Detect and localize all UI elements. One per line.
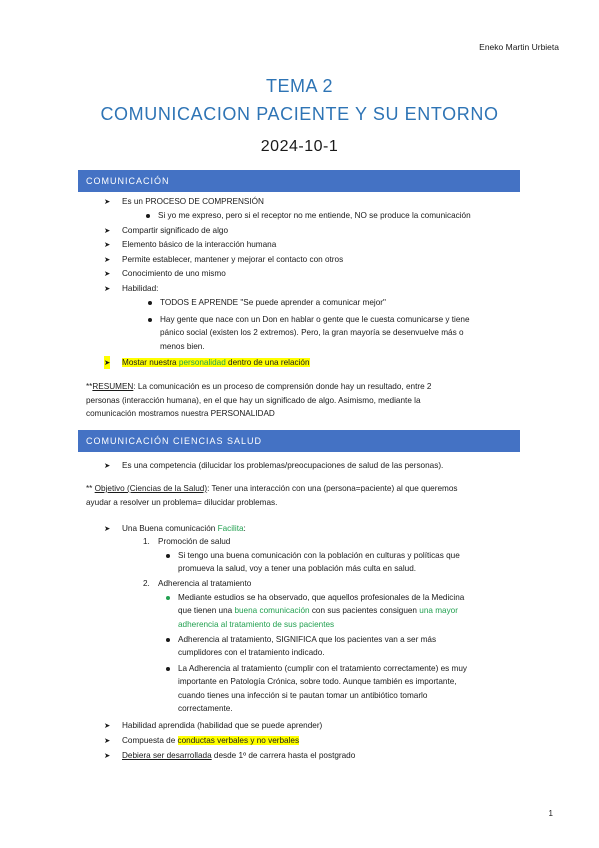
resumen-prefix: ** (86, 382, 93, 391)
sub-item-line-green: adherencia al tratamiento de sus pacientes (178, 620, 335, 629)
list-sub-item: TODOS E APRENDE "Se puede aprender a comunicar mejor" (160, 298, 386, 307)
buena-green: Facilita (217, 524, 244, 533)
dot-bullet-icon (146, 214, 150, 218)
highlight-green-text: personalidad (178, 358, 226, 367)
arrow-bullet-icon: ➤ (104, 197, 111, 206)
arrow-bullet-icon: ➤ (104, 524, 111, 533)
sub-item-line: Mediante estudios se ha observado, que aquellos profesionales de la Medicina (178, 593, 465, 602)
list-sub-item: Si yo me expreso, pero si el receptor no me entiende, NO se produce la comunicación (158, 211, 471, 220)
sub-item-line: cuando tienes una infección si te pautan tomar un antibiótico tomarlo (178, 691, 428, 700)
arrow-bullet-icon: ➤ (104, 269, 111, 278)
dot-bullet-icon (166, 638, 170, 642)
buena-suffix: : (243, 524, 246, 533)
green-text: una mayor (419, 606, 458, 615)
arrow-bullet-icon: ➤ (104, 751, 111, 760)
list-item: Habilidad: (122, 284, 159, 293)
author-name: Eneko Martin Urbieta (479, 42, 559, 52)
objetivo-line (86, 482, 457, 495)
resumen-text: : La comunicación es un proceso de comprensión donde hay un resultado, entre 2 (133, 382, 432, 391)
list-item (122, 734, 299, 747)
list-item: Habilidad aprendida (habilidad que se puede aprender) (122, 721, 323, 730)
date-title: 2024-10-1 (260, 138, 339, 155)
list-sub-item-line: menos bien. (160, 342, 205, 351)
objetivo-label: Objetivo (Ciencias de la Salud) (94, 484, 208, 493)
resumen-label: RESUMEN (92, 382, 134, 391)
green-text: buena comunicación (234, 606, 310, 615)
numbered-item: Adherencia al tratamiento (158, 579, 252, 588)
numbered-item: Promoción de salud (158, 537, 231, 546)
subject-title: COMUNICACION PACIENTE Y SU ENTORNO (100, 104, 499, 124)
objetivo-text: : Tener una interacción con una (persona=paciente) al que queremos (207, 484, 458, 493)
sub-item-line: promueva la salud, voy a tener una población más culta en salud. (178, 564, 417, 573)
text-run: Compuesta de (122, 736, 178, 745)
resumen-line: comunicación mostramos nuestra PERSONALIDAD (86, 409, 275, 418)
numbered-label: 2. (143, 579, 150, 588)
objetivo-line: ayudar a resolver un problema= dilucidar problemas. (86, 498, 278, 507)
text-run: con sus pacientes consiguen (309, 606, 420, 615)
list-item: Es un PROCESO DE COMPRENSIÓN (122, 197, 264, 206)
sub-item-line: La Adherencia al tratamiento (cumplir con el tratamiento correctamente) es muy (178, 664, 467, 673)
sub-item-line: importante en Patología Crónica, sobre todo. Aunque también es importante, (178, 677, 457, 686)
objetivo-prefix: ** (86, 484, 95, 493)
sub-item-line: Si tengo una buena comunicación con la población en culturas y políticas que (178, 551, 460, 560)
underlined-text: Debiera ser desarrollada (122, 751, 212, 760)
list-item-highlighted (122, 356, 310, 369)
arrow-bullet-icon: ➤ (104, 358, 111, 367)
page-number: 1 (548, 809, 553, 818)
arrow-bullet-icon: ➤ (104, 721, 111, 730)
arrow-bullet-icon: ➤ (104, 240, 111, 249)
arrow-bullet-icon: ➤ (104, 461, 111, 470)
list-item (122, 522, 246, 535)
list-item: Elemento básico de la interacción humana (122, 240, 277, 249)
resumen-line: personas (interacción humana), en el que hay un significado de algo. Asimismo, mediante la (86, 396, 421, 405)
section-heading-ciencias-salud: COMUNICACIÓN CIENCIAS SALUD (78, 430, 520, 452)
highlight-text: conductas verbales y no verbales (177, 736, 300, 745)
highlight-text: Mostar nuestra (122, 358, 179, 367)
list-item: Es una competencia (dilucidar los problemas/preocupaciones de salud de las personas). (122, 461, 444, 470)
dot-bullet-icon (166, 667, 170, 671)
dot-bullet-icon (148, 301, 152, 305)
arrow-bullet-icon: ➤ (104, 226, 111, 235)
list-item: Conocimiento de uno mismo (122, 269, 226, 278)
list-sub-item-line: Hay gente que nace con un Don en hablar o gente que le cuesta comunicarse y tiene (160, 315, 470, 324)
list-item: Permite establecer, mantener y mejorar el contacto con otros (122, 255, 344, 264)
dot-bullet-icon (148, 318, 152, 322)
list-item (122, 749, 355, 762)
section-heading-comunicacion: COMUNICACIÓN (78, 170, 520, 192)
numbered-label: 1. (143, 537, 150, 546)
resumen-line (86, 380, 431, 393)
highlight-text: dentro de una relación (225, 358, 310, 367)
arrow-bullet-icon: ➤ (104, 284, 111, 293)
arrow-bullet-icon: ➤ (104, 736, 111, 745)
tema-title: TEMA 2 (265, 76, 334, 96)
dot-bullet-icon (166, 596, 170, 600)
list-item: Compartir significado de algo (122, 226, 229, 235)
list-sub-item-line: pánico social (existen los 2 extremos). Pero, la gran mayoría se desenvuelve más o (160, 328, 464, 337)
buena-prefix: Una Buena comunicación (122, 524, 218, 533)
text-run: que tienen una (178, 606, 235, 615)
sub-item-line: correctamente. (178, 704, 233, 713)
sub-item-line (178, 604, 458, 617)
text-run: desde 1º de carrera hasta el postgrado (211, 751, 356, 760)
arrow-bullet-icon: ➤ (104, 255, 111, 264)
dot-bullet-icon (166, 554, 170, 558)
sub-item-line: cumplidores con el tratamiento indicado. (178, 648, 325, 657)
sub-item-line: Adherencia al tratamiento, SIGNIFICA que los pacientes van a ser más (178, 635, 437, 644)
